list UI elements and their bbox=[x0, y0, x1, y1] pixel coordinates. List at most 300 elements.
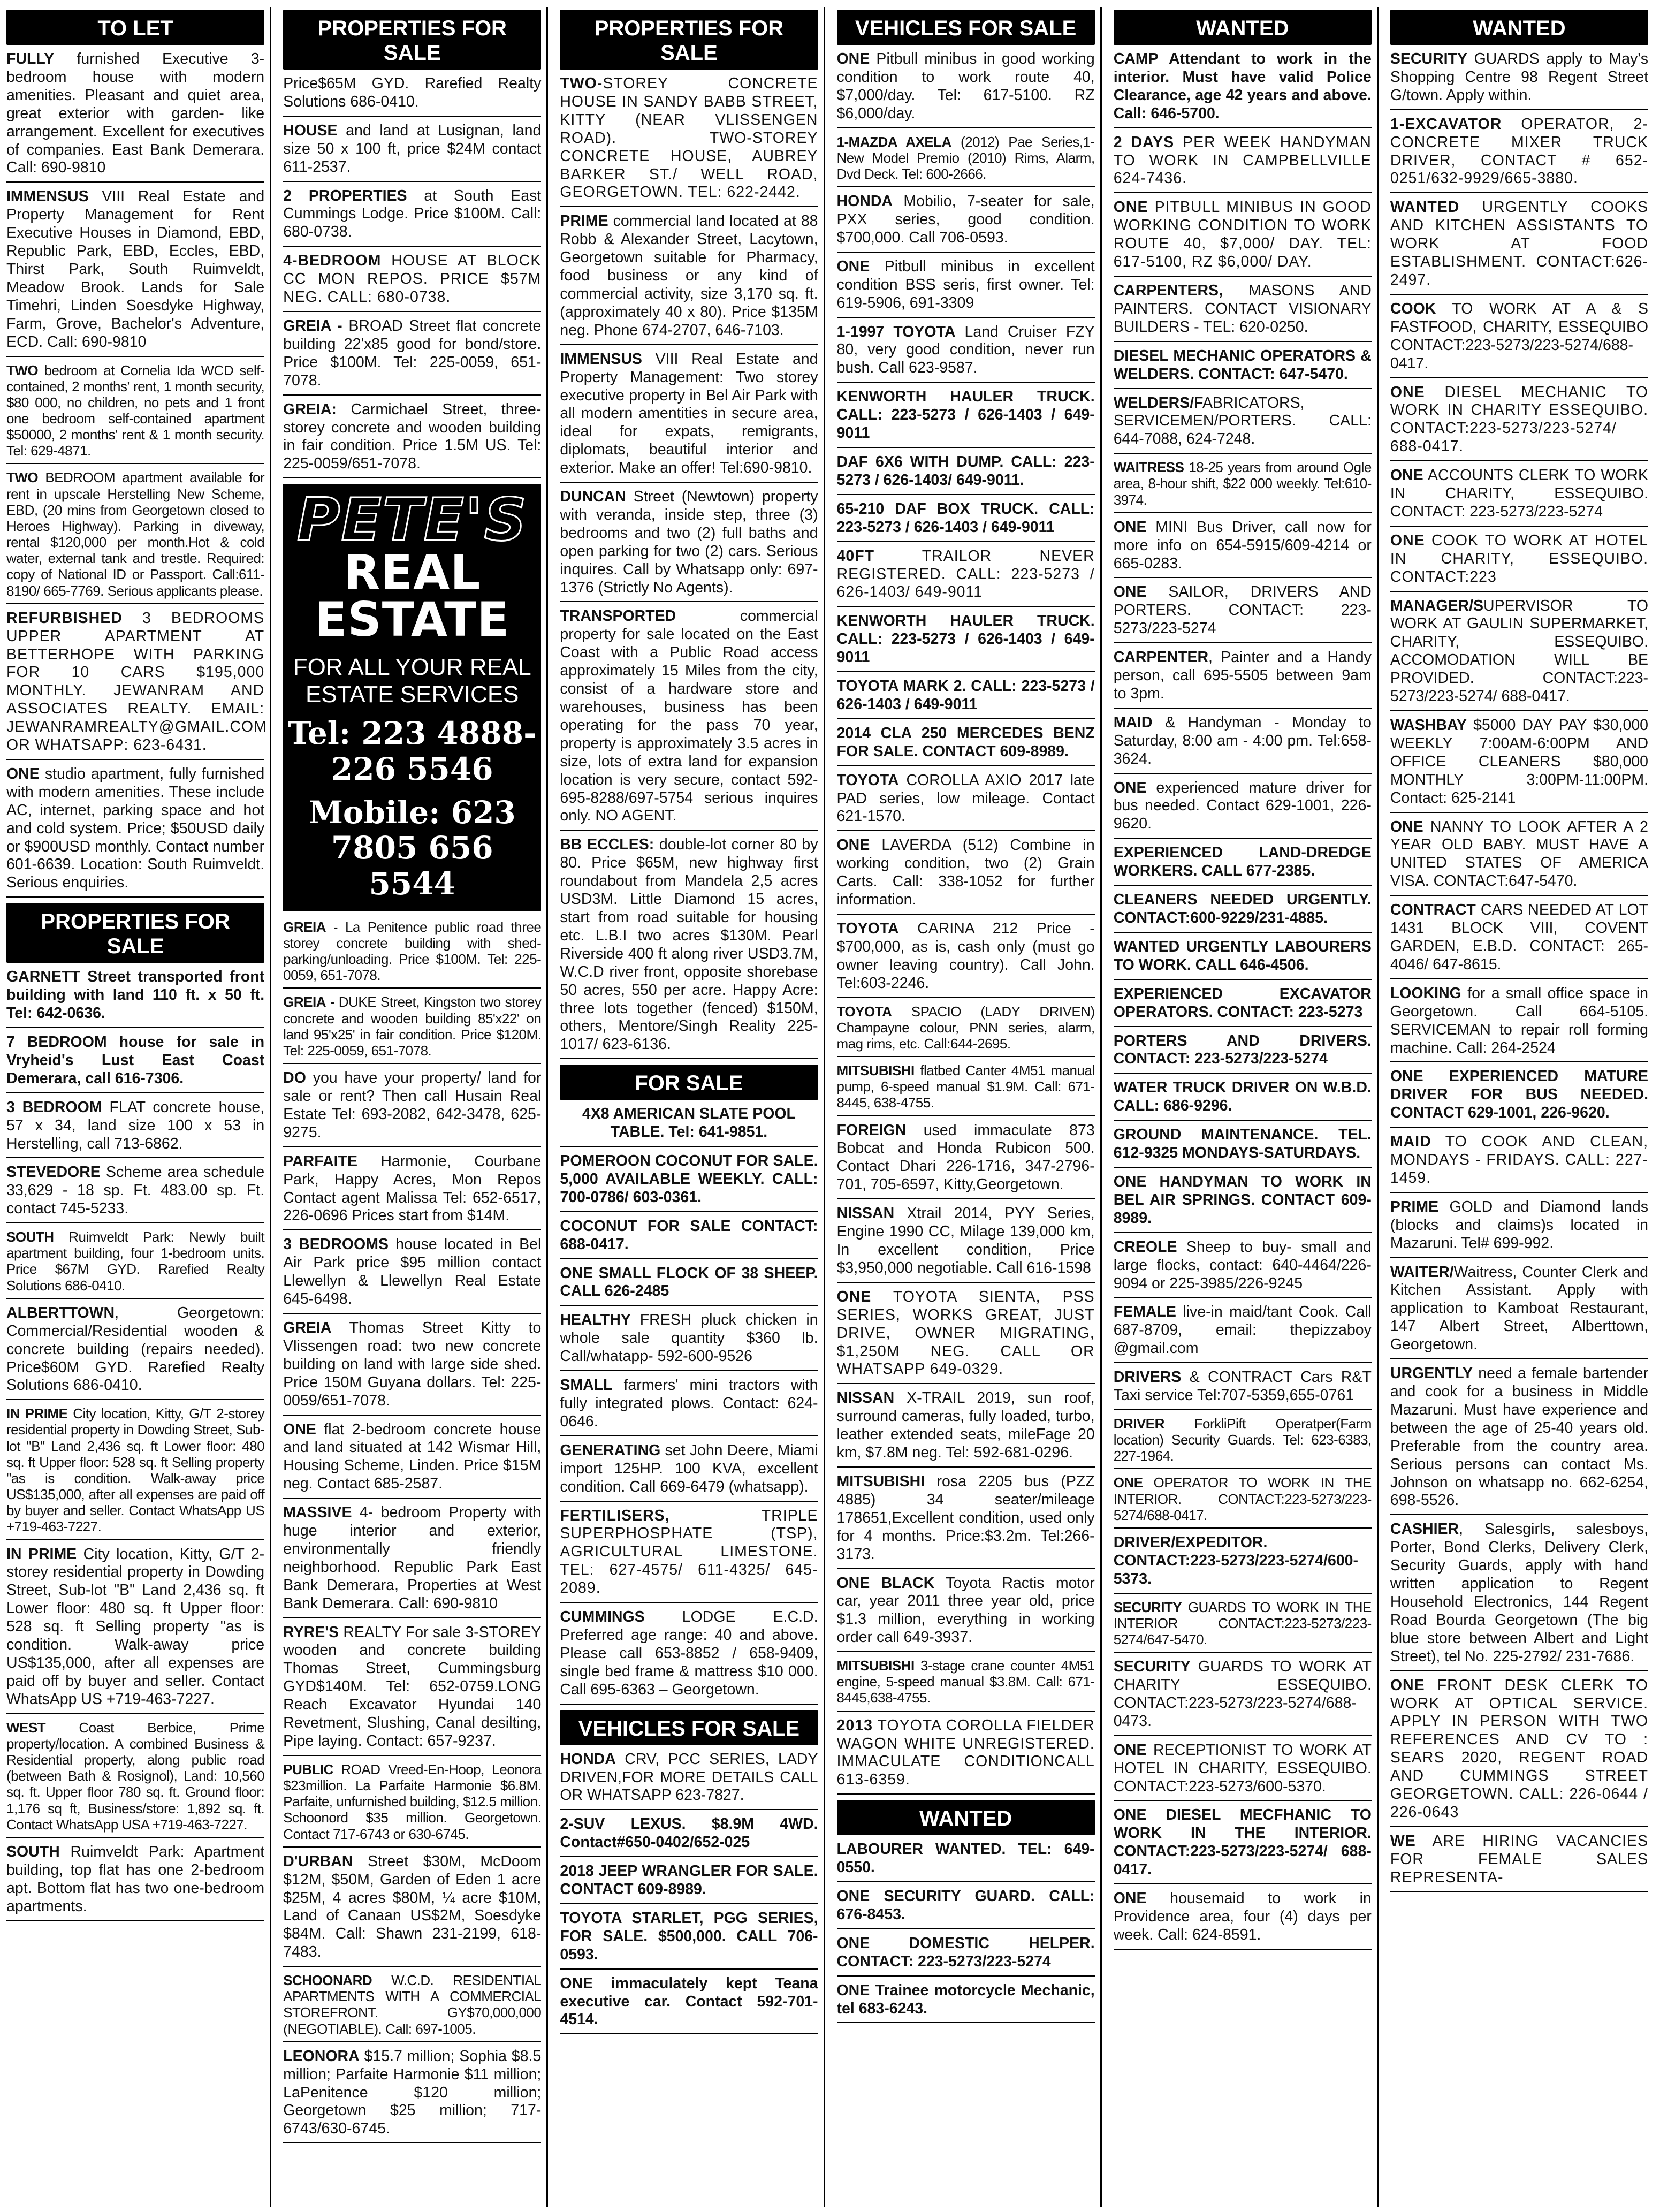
section-header: FOR SALE bbox=[560, 1065, 818, 1100]
ad-lead-word: SOUTH bbox=[6, 1229, 54, 1245]
classified-ad bbox=[283, 1153, 541, 1231]
ad-lead-word: ONE bbox=[1113, 779, 1147, 796]
classified-ad bbox=[560, 836, 818, 1059]
ad-lead-word: CARPENTERS, bbox=[1113, 282, 1223, 299]
classified-ad bbox=[1114, 1032, 1372, 1074]
ad-body-text: ACCOUNTS CLERK TO WORK IN CHARITY, ESSEQUIBO. CONTACT: 223-5273/223-5274 bbox=[1390, 467, 1649, 520]
ad-body-text: ARE HIRING VACANCIES FOR FEMALE SALES REPRESENTA- bbox=[1390, 1832, 1649, 1886]
ad-lead-word: DUNCAN bbox=[560, 488, 626, 506]
classified-ad bbox=[283, 1504, 541, 1618]
ad-lead-word: TWO bbox=[6, 469, 39, 486]
ad-lead-word: ONE EXPERIENCED MATURE DRIVER FOR BUS NEEDED. CONTACT 629-1001, 226-9620. bbox=[1390, 1068, 1649, 1122]
classified-ad bbox=[6, 765, 264, 898]
classified-ad bbox=[6, 1099, 264, 1159]
ad-body-text: CARS NEEDED AT LOT 1431 BLOCK VIII, COVENT GARDEN, E.B.D. CONTACT: 265-4046/ 647-8615. bbox=[1390, 901, 1649, 973]
ad-body-text: DIESEL MECHANIC TO WORK IN CHARITY ESSEQUIBO. CONTACT:223-5273/223-5274/ 688-0417. bbox=[1390, 383, 1649, 455]
ad-lead-word: ONE bbox=[836, 1288, 872, 1305]
ad-lead-word: GREIA bbox=[283, 1319, 332, 1336]
classified-ad bbox=[6, 1229, 264, 1299]
ad-lead-word: GREIA - bbox=[283, 317, 342, 335]
ad-lead-word: 7 BEDROOM house for sale in Vryheid's Lust East Coast Demerara, call 616-7306. bbox=[6, 1033, 265, 1087]
classified-ad bbox=[1114, 844, 1372, 886]
ad-lead-word: LABOURER WANTED. TEL: 649-0550. bbox=[836, 1841, 1095, 1876]
classified-ad bbox=[1114, 459, 1372, 513]
classified-ad bbox=[560, 75, 818, 207]
section-header: WANTED bbox=[1390, 10, 1648, 45]
ad-lead-word: SECURITY bbox=[1390, 50, 1467, 67]
ad-lead-word: WATER TRUCK DRIVER ON W.B.D. CALL: 686-9296. bbox=[1113, 1079, 1372, 1115]
column-3 bbox=[560, 7, 825, 2207]
ad-lead-word: CREOLE bbox=[1113, 1238, 1177, 1256]
classified-ad bbox=[837, 920, 1095, 998]
ad-body-text: TO WORK AT A & S FASTFOOD, CHARITY, ESSEQUIBO CONTACT:223-5273/223-5274/688-0417. bbox=[1390, 300, 1649, 372]
ad-body-text: double-lot corner 80 by 80. Price $65M, new highway first roundabout from Mandela 2,5 acres USD3M. Little Diamond 15 acres, start from road suitable for housing etc. L.B.I two acres $130M. Pearl Riverside 400 ft along river USD3.7M, W.C.D river front, opposite shorebase 50 acres, 550 per acre. Happy Acre: three lots together (fenced) $150M, others, Mentore/Singh Reality 225-1017/ 623-6136. bbox=[560, 836, 818, 1053]
classified-ad bbox=[283, 252, 541, 312]
classified-ad bbox=[1114, 1416, 1372, 1469]
classified-ad bbox=[837, 1717, 1095, 1795]
section-header: PROPERTIES FOR SALE bbox=[6, 903, 264, 963]
ad-lead-word: ONE bbox=[6, 765, 40, 782]
classified-ad bbox=[283, 994, 541, 1064]
classified-ad bbox=[1114, 891, 1372, 933]
ad-lead-word: FOREIGN bbox=[836, 1121, 907, 1139]
classified-ad bbox=[1114, 938, 1372, 980]
section-header: WANTED bbox=[837, 1800, 1095, 1835]
ad-lead-word: EXPERIENCED LAND-DREDGE WORKERS. CALL 677-2385. bbox=[1113, 844, 1372, 880]
ad-lead-word: COOK bbox=[1390, 300, 1436, 317]
classified-ad bbox=[837, 134, 1095, 187]
ad-body-text: Waitress, Counter Clerk and Kitchen Assistant. Apply with application to Kamboat Restaurant, 147 Albert Street, Alberttown, Georgetown. bbox=[1390, 1263, 1649, 1354]
classified-ad bbox=[837, 1062, 1095, 1116]
ad-body-text: CARINA 212 Price - $700,000, as is, cash only (must go owner leaving country). Call John. Tel:603-2246. bbox=[836, 920, 1095, 992]
ad-body-text: X-TRAIL 2019, sun roof, surround cameras, fully loaded, turbo, leather extended seats, mileFage 20 km, $7.8M neg. Tel: 592-681-0296. bbox=[836, 1389, 1095, 1462]
ad-body-text: Land Cruiser FZY 80, very good condition, never run bush. Call 623-9587. bbox=[836, 323, 1095, 377]
ad-body-text: commercial land located at 88 Robb & Alexander Street, Lacytown, Georgetown suitable for Pharmacy, food business or any kind of commercial activity, size 3,170 sq. ft. (approximately 40 x 80). Price $135M neg. Phone 674-2707, 646-7103. bbox=[560, 212, 818, 339]
ad-lead-word: WANTED URGENTLY LABOURERS TO WORK. CALL 646-4506. bbox=[1113, 938, 1372, 974]
ad-lead-word: TOYOTA MARK 2. CALL: 223-5273 / 626-1403 / 649-9011 bbox=[836, 678, 1095, 713]
ad-lead-word: GARNETT Street transported front building with land 110 ft. x 50 ft. Tel: 642-0636. bbox=[6, 968, 265, 1022]
classified-ad bbox=[6, 469, 264, 604]
classified-ad bbox=[1390, 1264, 1648, 1360]
ad-body-text: PITBULL MINIBUS IN GOOD WORKING CONDITION TO WORK ROUTE 40, $7,000/ DAY. TEL: 617-5100, RZ $6,000/ DAY. bbox=[1113, 199, 1372, 271]
ad-lead-word: 1-1997 TOYOTA bbox=[836, 323, 956, 340]
ad-lead-word: MANAGER/S bbox=[1390, 597, 1484, 614]
classified-ad bbox=[1114, 1742, 1372, 1801]
classified-ad bbox=[6, 1164, 264, 1223]
ad-body-text: FABRICATORS, SERVICEMEN/PORTERS. CALL: 644-7088, 624-7248. bbox=[1113, 394, 1372, 448]
ad-body-text: & CONTRACT Cars R&T Taxi service Tel:707-5359,655-0761 bbox=[1113, 1369, 1372, 1404]
ad-body-text: NANNY TO LOOK AFTER A 2 YEAR OLD BABY. MUST HAVE A UNITED STATES OF AMERICA VISA. CONTACT:647-5470. bbox=[1390, 818, 1649, 890]
ad-body-text: at South East Cummings Lodge. Price $100M. Call: 680-0738. bbox=[283, 187, 542, 241]
classified-ad bbox=[283, 317, 541, 396]
classified-ad bbox=[1390, 597, 1648, 711]
ad-lead-word: ONE bbox=[1113, 1741, 1147, 1759]
ad-lead-word: TWO bbox=[560, 75, 597, 92]
classified-ad bbox=[837, 772, 1095, 832]
classified-ad bbox=[560, 1218, 818, 1259]
ad-lead-word: ONE bbox=[836, 837, 870, 854]
classified-ad bbox=[837, 1004, 1095, 1057]
ad-lead-word: RYRE'S bbox=[283, 1623, 339, 1641]
ad-body-text: City location, Kitty, G/T 2-storey residential property in Dowding Street, Sub-lot "B" Land 2,436 sq. ft Lower floor: 480 sq. ft Upper floor: 528 sq. ft Selling property "as is condition. Walk-away price US$135,000, after all expenses are paid off by buyer and seller. Contact WhatsApp US +719-463-7227. bbox=[6, 1405, 265, 1535]
classified-ad bbox=[1114, 347, 1372, 389]
ad-body-text: Ruimveldt Park: Newly built apartment building, four 1-bedroom units. Price $67M GYD. Rarefied Realty Solutions 686-0410. bbox=[6, 1229, 265, 1294]
classified-ad bbox=[283, 1853, 541, 1967]
ad-lead-word: D'URBAN bbox=[283, 1852, 353, 1870]
section-header: VEHICLES FOR SALE bbox=[837, 10, 1095, 45]
ad-body-text: Xtrail 2014, PYY Series, Engine 1990 CC, Milage 139,000 km, In excellent condition, Price $3,950,000 negotiable. Call 616-1598 bbox=[836, 1205, 1095, 1276]
ad-body-text: Pitbull minibus in excellent condition BSS seris, first owner. Tel: 619-5906, 691-3309 bbox=[836, 257, 1095, 311]
ad-body-text: PER WEEK HANDYMAN TO WORK IN CAMPBELLVILLE 624-7436. bbox=[1113, 133, 1372, 187]
ad-body-text: 3-stage crane counter 4M51 engine, 5-speed manual $3.8M. Call: 671-8445,638-4755. bbox=[836, 1658, 1095, 1706]
classified-ad bbox=[560, 1442, 818, 1502]
ad-lead-word: 2018 JEEP WRANGLER FOR SALE. CONTACT 609-8989. bbox=[560, 1863, 818, 1898]
ad-lead-word: TOYOTA bbox=[836, 920, 899, 937]
column-6 bbox=[1390, 7, 1654, 2207]
ad-body-text: SPACIO (LADY DRIVEN) Champayne colour, PNN series, alarm, mag rims, etc. Call:644-2695. bbox=[836, 1003, 1095, 1052]
ad-body-text: City location, Kitty, G/T 2-storey residential property in Dowding Street, Sub-lot "B" Land 2,436 sq. ft Lower floor: 480 sq. ft Upper floor: 528 sq. ft Selling property "as is condition. Walk-away price US$135,000, after all expenses are paid off by buyer and seller. Contact WhatsApp US +719-463-7227. bbox=[6, 1545, 265, 1708]
ad-lead-word: DRIVER bbox=[1113, 1415, 1164, 1432]
classified-ad bbox=[283, 1069, 541, 1147]
classified-ad bbox=[837, 1122, 1095, 1200]
classified-ad bbox=[837, 453, 1095, 495]
classified-ad bbox=[1114, 1599, 1372, 1653]
classified-ad bbox=[560, 607, 818, 831]
classified-ad bbox=[283, 1761, 541, 1848]
classified-ad bbox=[837, 258, 1095, 318]
ad-lead-word: ONE SMALL FLOCK OF 38 SHEEP. CALL 626-2485 bbox=[560, 1264, 818, 1300]
ad-lead-word: FERTILISERS, bbox=[560, 1507, 670, 1524]
ad-body-text: and land at Lusignan, land size 50 x 100 ft, price $24M contact 611-2537. bbox=[283, 121, 542, 176]
ad-body-text: - La Penitence public road three storey concrete building with shed-parking/unloading. Price $100M. Tel: 225-0059, 651-7078. bbox=[283, 918, 542, 984]
classified-ad bbox=[837, 1205, 1095, 1283]
ad-lead-word: ONE bbox=[1390, 531, 1425, 549]
ad-body-text: Street $30M, McDoom $12M, $50M, Garden of Eden 1 acre $25M, 4 acres $80M, ¼ acre $10M, Land of Canaan US$2M, Soesdyke $84M. Call: Shawn 231-2199, 618-7483. bbox=[283, 1852, 542, 1961]
ad-lead-word: TOYOTA STARLET, PGG SERIES, FOR SALE. $500,000. CALL 706-0593. bbox=[560, 1909, 818, 1963]
classified-ad bbox=[1114, 1806, 1372, 1884]
ad-lead-word: 40FT bbox=[836, 547, 875, 565]
ad-lead-word: CUMMINGS bbox=[560, 1608, 645, 1626]
classified-ad bbox=[837, 1575, 1095, 1653]
ad-lead-word: HONDA bbox=[560, 1750, 616, 1768]
classified-ad bbox=[1390, 50, 1648, 110]
ad-lead-word: DRIVERS bbox=[1113, 1369, 1182, 1386]
classified-ad bbox=[1390, 1677, 1648, 1827]
ad-body-text: 18-25 years from around Ogle area, 8-hour shift, $22 000 weekly. Tel:610-3974. bbox=[1113, 459, 1372, 508]
ad-body-text: COOK TO WORK AT HOTEL IN CHARITY, ESSEQUIBO. CONTACT:223 bbox=[1390, 531, 1649, 586]
ad-body-text: 4- bedroom Property with huge interior and exterior, environmentally friendly neighborhood. Republic Park East Bank Demerara, Properties at West Bank Demerara. Call: 690-9810 bbox=[283, 1504, 542, 1612]
ad-lead-word: WANTED bbox=[1390, 199, 1460, 216]
ad-lead-word: 1-MAZDA AXELA bbox=[836, 133, 951, 150]
ad-body-text: experienced mature driver for bus needed. Contact 629-1001, 226-9620. bbox=[1113, 779, 1372, 833]
ad-body-text: Ruimveldt Park: Apartment building, top flat has one 2-bedroom apt. Bottom flat has two one-bedroom apartments. bbox=[6, 1843, 265, 1915]
ad-body-text: flatbed Canter 4M51 manual pump, 6-speed manual $1.9M. Call: 671-8445, 638-4755. bbox=[836, 1062, 1095, 1111]
ad-lead-word: DAF 6X6 WITH DUMP. CALL: 223-5273 / 626-1403/ 649-9011. bbox=[836, 453, 1095, 489]
classified-ad bbox=[1114, 1474, 1372, 1528]
ad-lead-word: LEONORA bbox=[283, 2047, 360, 2065]
classified-ad bbox=[837, 1288, 1095, 1385]
ad-body-text: FRESH pluck chicken in whole sale quantity $360 lb. Call/whatapp- 592-600-9526 bbox=[560, 1311, 818, 1365]
ad-lead-word: CASHIER bbox=[1390, 1521, 1459, 1538]
ad-lead-word: URGENTLY bbox=[1390, 1365, 1473, 1382]
ad-body-text: , Salesgirls, salesboys, Porter, Bond Clerks, Delivery Clerk, Security Guards, apply with hand written application to Regent Household Electronics, 144 Regent Road Bourda Georgetown (The big blue store between Albert and Light Street), tel No. 225-2792/ 231-7686. bbox=[1390, 1521, 1649, 1665]
ad-body-text: Harmonie, Courbane Park, Happy Acres, Mon Repos Contact agent Malissa Tel: 652-6517, 226-0696 Prices start from $14M. bbox=[283, 1152, 542, 1225]
ad-body-text: Toyota Ractis motor car, year 2011 three year old, price $1.3 million, everything in working order call 649-3937. bbox=[836, 1574, 1095, 1646]
logo-name: PETE'S bbox=[296, 485, 528, 554]
ad-body-text: MASONS AND PAINTERS. CONTACT VISIONARY BUILDERS - TEL: 620-0250. bbox=[1113, 282, 1372, 336]
ad-body-text: LAVERDA (512) Combine in working condition, two (2) Grain Carts. Call: 338-1052 for further information. bbox=[836, 837, 1095, 909]
classified-ad bbox=[1114, 714, 1372, 774]
ad-lead-word: DO bbox=[283, 1069, 306, 1087]
ad-body-text: BEDROOM apartment available for rent in upscale Herstelling New Scheme, EBD, (20 mins from Georgetown closed to Heroes Highway). Parking in diveway, rental $120,000 per month.Hot & cold water, external tank and trestle. Required: copy of National ID or Passport. Call:611-8190/ 665-7769. Serious applicants please. bbox=[6, 469, 265, 599]
ad-body-text: farmers' mini tractors with fully integrated plows. Contact: 624-0646. bbox=[560, 1377, 818, 1430]
ad-body-text: VIII Real Estate and Property Management for Rent Executive Houses in Diamond, EBD, Republic Park, EBD, Eccles, EBD, Thirst Park, South Ruimveldt, Meadow Brook. Lands for Sale Timehri, Linden Soesdyke Highway, Farm, Grove, Bachelor's Adventure, ECD. Call: 690-9810 bbox=[6, 188, 265, 351]
ad-body-text: Street (Newtown) property with veranda, inside step, three (3) bedrooms and two (2) full baths and open parking for two (2) cars. Serious inquires. Call by Whatsapp only: 697-1376 (Strictly No Agents). bbox=[560, 488, 818, 596]
logo-mobile: Mobile: 623 7805 656 5544 bbox=[308, 794, 516, 902]
ad-lead-word: CAMP Attendant to work in the interior. Must have valid Police Clearance, age 42 years and above. Call: 646-5700. bbox=[1113, 50, 1372, 122]
classified-ad bbox=[560, 351, 818, 483]
ad-body-text: flat 2-bedroom concrete house and land situated at 142 Wismar Hill, Housing Scheme, Linden. Price $15M neg. Contact 685-2587. bbox=[283, 1420, 542, 1493]
ad-lead-word: ONE bbox=[1390, 383, 1425, 401]
classified-ad bbox=[837, 323, 1095, 383]
column-5 bbox=[1114, 7, 1379, 2207]
classified-ad bbox=[560, 488, 818, 602]
ad-lead-word: MAID bbox=[1113, 713, 1153, 731]
ad-body-text: $15.7 million; Sophia $8.5 million; Parfaite Harmonie $11 million; LaPenitence $120 million; Georgetown $25 million; 717-6743/630-6745. bbox=[283, 2047, 542, 2138]
ad-lead-word: ONE DIESEL MECFHANIC TO WORK IN THE INTERIOR. CONTACT:223-5273/223-5274/ 688-0417. bbox=[1113, 1806, 1372, 1879]
classified-ad bbox=[6, 1546, 264, 1714]
ad-lead-word: HONDA bbox=[836, 193, 893, 210]
classified-ad bbox=[283, 1972, 541, 2042]
ad-lead-word: NISSAN bbox=[836, 1205, 895, 1222]
classified-ad bbox=[837, 837, 1095, 915]
classified-ad bbox=[6, 1304, 264, 1401]
classified-ad bbox=[837, 1841, 1095, 1882]
classified-ad bbox=[560, 1377, 818, 1436]
ad-lead-word: 1-EXCAVATOR bbox=[1390, 115, 1502, 133]
ad-lead-word: GENERATING bbox=[560, 1441, 661, 1459]
ad-body-text: & Handyman - Monday to Saturday, 8:00 am - 4:00 pm. Tel:658-3624. bbox=[1113, 713, 1372, 767]
ad-lead-word: BB ECCLES: bbox=[560, 836, 654, 854]
classified-ad bbox=[837, 1473, 1095, 1569]
classified-ad bbox=[1390, 1068, 1648, 1128]
ad-body-text: Pitbull minibus in good working condition to work route 40, $7,000/day. Tel: 617-5100. RZ $6,000/day. bbox=[836, 50, 1095, 122]
ad-body-text: studio apartment, fully furnished with modern amenities. These include AC, internet, parking space and hot and cold system. Price; $50USD daily or $900USD monthly. Contact number 601-6639. Location: South Ruimveldt. Serious enquiries. bbox=[6, 765, 265, 892]
classified-ad bbox=[560, 1910, 818, 1970]
ad-body-text: commercial property for sale located on the East Coast with a Public Road access approximately 15 Miles from the city, consist of a hardware store and warehouses, business has been operating for the pass 70 year, property is approximately 3.5 acres in size, lots of extra land for expansion location is very secure, contact 592-695-8288/697-5754 serious inquires only. NO AGENT. bbox=[560, 607, 818, 825]
ad-lead-word: 2-SUV LEXUS. $8.9M 4WD. Contact#650-0402/652-025 bbox=[560, 1815, 818, 1851]
ad-body-text: COROLLA AXIO 2017 late PAD series, low mileage. Contact 621-1570. bbox=[836, 771, 1095, 825]
logo-tagline: FOR ALL YOUR REAL ESTATE SERVICES bbox=[293, 654, 531, 708]
ad-lead-word: EXPERIENCED EXCAVATOR OPERATORS. CONTACT: 223-5273 bbox=[1113, 985, 1372, 1021]
classified-ad bbox=[283, 1236, 541, 1314]
classified-ad bbox=[837, 1982, 1095, 2024]
classified-ad bbox=[1390, 717, 1648, 813]
ad-lead-word: MITSUBISHI bbox=[836, 1472, 925, 1490]
ad-lead-word: 3 BEDROOM bbox=[6, 1098, 102, 1116]
classified-ad bbox=[1114, 282, 1372, 342]
ad-lead-word: PARFAITE bbox=[283, 1152, 357, 1170]
ad-lead-word: ONE bbox=[283, 1420, 316, 1438]
ad-lead-word: PRIME bbox=[560, 212, 608, 230]
ad-lead-word: SOUTH bbox=[6, 1843, 60, 1860]
classified-ad bbox=[6, 362, 264, 465]
section-header: WANTED bbox=[1114, 10, 1372, 45]
ad-lead-word: 2 DAYS bbox=[1113, 133, 1175, 151]
ad-body-text: set John Deere, Miami import 125HP. 100 KVA, excellent condition. Call 669-6479 (whatsapp). bbox=[560, 1441, 818, 1495]
ad-body-text: -STOREY CONCRETE HOUSE IN SANDY BABB STREET, KITTY (NEAR VLISSENGEN ROAD). TWO-STOREY CONCRETE HOUSE, AUBREY BARKER ST./ WELL ROAD, GEORGETOWN. TEL: 622-2442. bbox=[560, 75, 818, 201]
ad-body-text: TRIPLE SUPERPHOSPHATE (TSP), AGRICULTURAL LIMESTONE. TEL: 627-4575/ 611-4325/ 645-2089. bbox=[560, 1507, 818, 1597]
classified-ad bbox=[1114, 199, 1372, 277]
classified-ad bbox=[837, 1888, 1095, 1929]
ad-body-text: for a small office space in Georgetown. Call 664-5105. SERVICEMAN to repair roll forming machine. Call: 264-2524 bbox=[1390, 984, 1649, 1056]
section-header: VEHICLES FOR SALE bbox=[560, 1710, 818, 1745]
ad-body-text: (2012) Pae Series,1- New Model Premio (2010) Rims, Alarm, Dvd Deck. Tel: 600-2666. bbox=[836, 133, 1095, 182]
ad-body-text: CRV, PCC SERIES, LADY DRIVEN,FOR MORE DETAILS CALL OR WHATSAPP 623-7827. bbox=[560, 1750, 818, 1804]
ad-lead-word: HOUSE bbox=[283, 121, 338, 139]
ad-lead-word: IMMENSUS bbox=[560, 350, 642, 368]
classified-ad bbox=[837, 193, 1095, 253]
classified-ad bbox=[1114, 50, 1372, 128]
ad-lead-word: WELDERS/ bbox=[1113, 394, 1194, 412]
section-header: TO LET bbox=[6, 10, 264, 45]
section-header: PROPERTIES FOR SALE bbox=[283, 10, 541, 70]
ad-body-text: 3 BEDROOMS UPPER APARTMENT AT BETTERHOPE WITH PARKING FOR 10 CARS $195,000 MONTHLY. JEWANRAM AND ASSOCIATES REALTY. EMAIL: JEWANRAMREALTY@GMAIL.COM OR WHATSAPP: 623-6431. bbox=[6, 609, 267, 754]
ad-body-text: GUARDS TO WORK AT CHARITY ESSEQUIBO. CONTACT:223-5273/223-5274/688-0473. bbox=[1113, 1658, 1372, 1730]
ad-lead-word: GREIA bbox=[283, 994, 326, 1010]
classified-ad bbox=[6, 1033, 264, 1093]
ad-body-text: TOYOTA SIENTA, PSS SERIES, WORKS GREAT, JUST DRIVE, OWNER MIGRATING, $1,250M NEG. CALL OR WHATSAPP 649-0329. bbox=[836, 1288, 1095, 1378]
classified-ad bbox=[6, 1720, 264, 1838]
ad-body-text: FLAT concrete house, 57 x 34, land size 100 x 53 in Herstelling, call 713-6862. bbox=[6, 1098, 265, 1152]
classified-ad bbox=[1390, 384, 1648, 462]
ad-lead-word: STEVEDORE bbox=[6, 1164, 101, 1181]
ad-body-text: MINI Bus Driver, call now for more info on 654-5915/609-4214 or 665-0283. bbox=[1113, 518, 1372, 572]
ad-lead-word: MAID bbox=[1390, 1133, 1431, 1151]
classified-ad bbox=[560, 1608, 818, 1705]
ad-lead-word: SECURITY bbox=[1113, 1599, 1182, 1615]
ad-lead-word: FULLY bbox=[6, 50, 55, 67]
ad-lead-word: ONE bbox=[1113, 1474, 1143, 1491]
classified-ad bbox=[837, 548, 1095, 607]
ad-lead-word: TWO bbox=[6, 362, 39, 378]
classified-ad bbox=[283, 187, 541, 247]
ad-lead-word: MITSUBISHI bbox=[836, 1658, 915, 1674]
ad-lead-word: GREIA bbox=[283, 918, 326, 935]
ad-lead-word: ONE bbox=[1113, 199, 1148, 216]
ad-lead-word: WASHBAY bbox=[1390, 717, 1467, 734]
ad-lead-word: DRIVER/EXPEDITOR. CONTACT:223-5273/223-5274/600-5373. bbox=[1113, 1533, 1358, 1587]
ad-body-text: Scheme area schedule 33,629 - 18 sp. Ft. 483.00 sp. Ft. contact 745-5233. bbox=[6, 1164, 265, 1218]
classified-ad bbox=[837, 1935, 1095, 1977]
ad-lead-word: ALBERTTOWN bbox=[6, 1304, 115, 1321]
petes-real-estate-logo bbox=[283, 484, 541, 911]
classified-ad bbox=[1390, 532, 1648, 592]
classified-ad bbox=[1390, 901, 1648, 979]
ad-body-text: HOUSE AT BLOCK CC MON REPOS. PRICE $57M NEG. CALL: 680-0738. bbox=[283, 252, 542, 306]
classified-ad bbox=[6, 609, 267, 760]
ad-body-text: BROAD Street flat concrete building 22'x85 good for bond/store. Price $100M. Tel: 225-0059, 651-7078. bbox=[283, 317, 542, 389]
ad-body-text: Sheep to buy- small and large flocks, contact: 640-4464/226-9094 or 225-3985/226-9245 bbox=[1113, 1238, 1372, 1292]
ad-lead-word: WAITRESS bbox=[1113, 459, 1184, 476]
ad-lead-word: ONE BLACK bbox=[836, 1574, 935, 1592]
ad-lead-word: 3 BEDROOMS bbox=[283, 1236, 389, 1253]
classified-ad bbox=[1114, 1303, 1372, 1363]
column-4 bbox=[837, 7, 1102, 2207]
ad-body-text: furnished Executive 3- bedroom house with modern amenities. Pleasant and quiet area, great exterior with garden- like arrangement. Excellent for executives of companies. East Bank Demerara. Call: 690-9810 bbox=[6, 50, 265, 177]
classified-ad bbox=[837, 500, 1095, 542]
classified-ad bbox=[560, 1815, 818, 1857]
classified-ad bbox=[6, 50, 264, 183]
ad-lead-word: 65-210 DAF BOX TRUCK. CALL: 223-5273 / 626-1403 / 649-9011 bbox=[836, 500, 1095, 536]
ad-lead-word: MITSUBISHI bbox=[836, 1062, 915, 1079]
classified-ad bbox=[1114, 1534, 1372, 1594]
classified-ad bbox=[560, 1863, 818, 1904]
classified-ad bbox=[283, 1319, 541, 1416]
ad-lead-word: LOOKING bbox=[1390, 984, 1461, 1002]
ad-lead-word: ONE immaculately kept Teana executive car. Contact 592-701-4514. bbox=[560, 1974, 818, 2028]
ad-body-text: rosa 2205 bus (PZZ 4885) 34 seater/mileage 178651,Excellent condition, used only for 4 months. Price:$3.2m. Tel:266-3173. bbox=[836, 1472, 1095, 1563]
section-header: PROPERTIES FOR SALE bbox=[560, 10, 818, 70]
ad-body-text: GOLD and Diamond lands (blocks and claims)s located in Mazaruni. Tel# 699-992. bbox=[1390, 1198, 1649, 1252]
ad-body-text: SAILOR, DRIVERS AND PORTERS. CONTACT: 223-5273/223-5274 bbox=[1113, 583, 1372, 637]
ad-lead-word: ONE bbox=[1390, 1676, 1425, 1694]
classified-ad bbox=[1114, 1890, 1372, 1950]
classified-ad bbox=[1114, 1369, 1372, 1410]
ad-body-text: housemaid to work in Providence area, four (4) days per week. Call: 624-8591. bbox=[1113, 1890, 1372, 1943]
column-2 bbox=[283, 7, 548, 2207]
ad-body-text: live-in maid/tant Cook. Call 687-8709, email: thepizzaboy @gmail.com bbox=[1113, 1303, 1372, 1357]
classified-ad bbox=[837, 1658, 1095, 1711]
classified-ad bbox=[837, 612, 1095, 672]
ad-body-text: ForkliPift Operatper(Farm location) Security Guards. Tel: 623-6383, 227-1964. bbox=[1113, 1415, 1372, 1464]
ad-lead-word: ONE bbox=[1390, 467, 1423, 484]
classified-ad bbox=[1390, 467, 1648, 527]
ad-lead-word: TOYOTA bbox=[836, 771, 899, 789]
ad-lead-word: 2013 bbox=[836, 1716, 873, 1734]
ad-body-text: used immaculate 873 Bobcat and Honda Rubicon 500. Contact Dhari 226-1716, 347-2796-701, 705-6597, Kitty,Georgetown. bbox=[836, 1121, 1095, 1194]
ad-body-text: need a female bartender and cook for a business in Middle Mazaruni. Must have experience and between the age of 25-40 years old. Preferable from the country area. Serious persons can contact Ms. Johnson on whatsapp no. 662-6254, 698-5526. bbox=[1390, 1365, 1649, 1509]
logo-subtitle: REAL ESTATE bbox=[315, 545, 510, 648]
ad-lead-word: ONE Trainee motorcycle Mechanic, tel 683-6243. bbox=[836, 1981, 1095, 2017]
ad-lead-word: 4X8 AMERICAN SLATE POOL TABLE. Tel: 641-9851. bbox=[582, 1105, 796, 1141]
ad-lead-word: ONE SECURITY GUARD. CALL: 676-8453. bbox=[836, 1888, 1095, 1923]
ad-lead-word: COCONUT FOR SALE CONTACT: 688-0417. bbox=[560, 1217, 818, 1253]
classified-ad bbox=[283, 919, 541, 989]
ad-body-text: Thomas Street Kitty to Vlissengen road: two new concrete building on land with large side shed. Price 150M Guyana dollars. Tel: 225-0059/651-7078. bbox=[283, 1319, 542, 1409]
classified-ad bbox=[560, 1265, 818, 1306]
column-1 bbox=[6, 7, 271, 2207]
ad-lead-word: CARPENTER bbox=[1113, 649, 1209, 666]
classified-ad bbox=[837, 388, 1095, 448]
ad-body-text: , Painter and a Handy person, call 695-5505 between 9am to 3pm. bbox=[1113, 649, 1372, 702]
ad-body-text: ROAD Vreed-En-Hoop, Leonora $23million. La Parfaite Harmonie $6.8M. Parfaite, unfurnished building, $12.5 million. Schoonord $35 million. Georgetown. Contact 717-6743 or 630-6745. bbox=[283, 1761, 542, 1842]
ad-lead-word: MASSIVE bbox=[283, 1504, 352, 1522]
ad-body-text: OPERATOR, 2- CONCRETE MIXER TRUCK DRIVER, CONTACT # 652-0251/632-9929/665-3880. bbox=[1390, 115, 1649, 187]
ad-lead-word: 2 PROPERTIES bbox=[283, 187, 407, 204]
ad-lead-word: POMEROON COCONUT FOR SALE. 5,000 AVAILABLE WEEKLY. CALL: 700-0786/ 603-0361. bbox=[560, 1152, 818, 1206]
classified-ad bbox=[560, 1975, 818, 2035]
ad-lead-word: GROUND MAINTENANCE. TEL. 612-9325 MONDAYS-SATURDAYS. bbox=[1113, 1126, 1372, 1162]
classified-ad bbox=[1114, 519, 1372, 579]
ad-lead-word: ONE bbox=[1113, 518, 1147, 536]
ad-body-text: Mobilio, 7-seater for sale, PXX series, good condition. $700,000. Call 706-0593. bbox=[836, 193, 1095, 246]
classified-ad bbox=[1390, 1133, 1648, 1193]
classified-ad bbox=[1390, 1833, 1648, 1892]
classified-ad bbox=[837, 50, 1095, 128]
ad-body-text: Coast Berbice, Prime property/location. A combined Business & Residential property, along public road (between Bath & Rosignol), Land: 10,560 sq. ft. Upper floor 780 sq. ft. Ground floor: 1,176 sq ft, Business/store: 1,892 sq. ft. Contact WhatsApp USA +719-463-7227. bbox=[6, 1719, 265, 1833]
ad-lead-word: IMMENSUS bbox=[6, 188, 89, 206]
